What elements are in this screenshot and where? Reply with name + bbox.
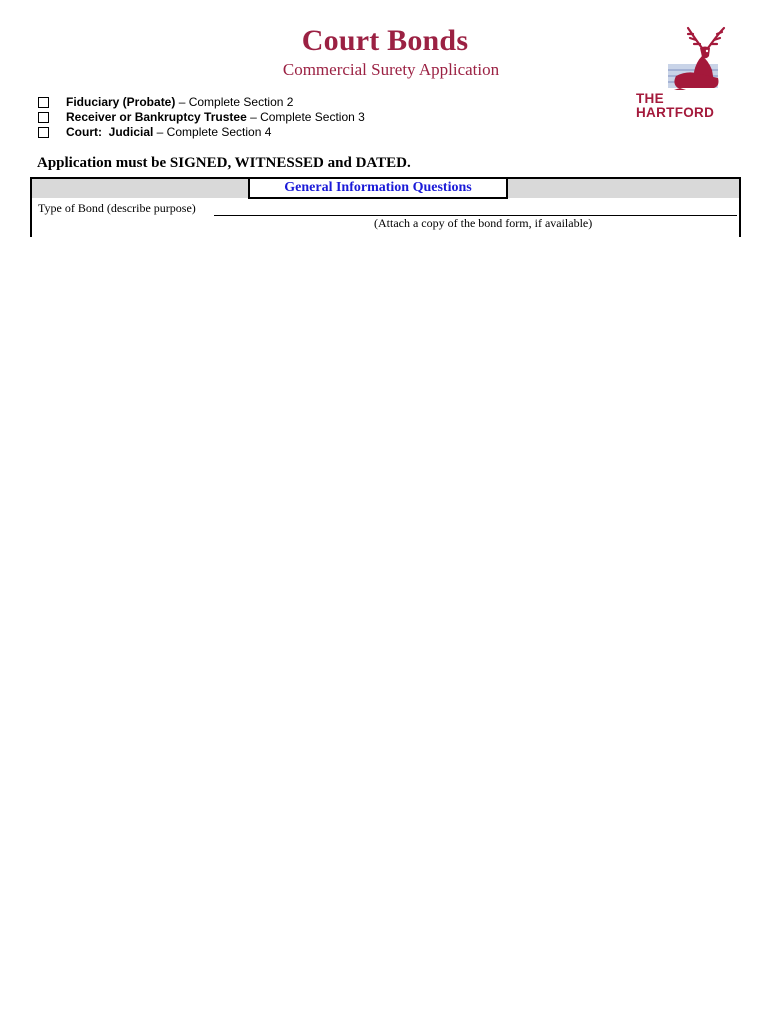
- type-of-bond-note: (Attach a copy of the bond form, if available): [374, 216, 593, 230]
- option-receiver-section: – Complete Section 3: [246, 110, 365, 124]
- option-court: [38, 125, 365, 140]
- hartford-logo: [636, 26, 728, 126]
- option-court-label: Court: Judicial: [66, 125, 154, 139]
- type-of-bond-label: Type of Bond (describe purpose): [38, 201, 196, 215]
- option-fiduciary-label: Fiduciary (Probate): [66, 95, 176, 109]
- option-receiver: [38, 110, 365, 125]
- fiduciary-checkbox[interactable]: [38, 97, 49, 108]
- logo-line-the: THE: [636, 91, 664, 106]
- option-court-section: – Complete Section 4: [153, 125, 272, 139]
- option-fiduciary: [38, 95, 365, 110]
- page-title: Court Bonds: [301, 24, 469, 57]
- stag-icon: [636, 26, 728, 92]
- bond-type-options: [38, 95, 365, 140]
- receiver-checkbox[interactable]: [38, 112, 49, 123]
- page-subtitle: Commercial Surety Application: [282, 60, 500, 79]
- court-checkbox[interactable]: [38, 127, 49, 138]
- logo-wordmark: [636, 92, 714, 120]
- signing-instruction: Application must be SIGNED, WITNESSED and DATED.: [37, 155, 411, 171]
- option-fiduciary-section: – Complete Section 2: [175, 95, 294, 109]
- logo-line-hartford: HARTFORD: [636, 105, 715, 120]
- section-header-general-information: General Information Questions: [248, 179, 508, 199]
- option-receiver-label: Receiver or Bankruptcy Trustee: [66, 110, 247, 124]
- general-information-section: [30, 177, 741, 237]
